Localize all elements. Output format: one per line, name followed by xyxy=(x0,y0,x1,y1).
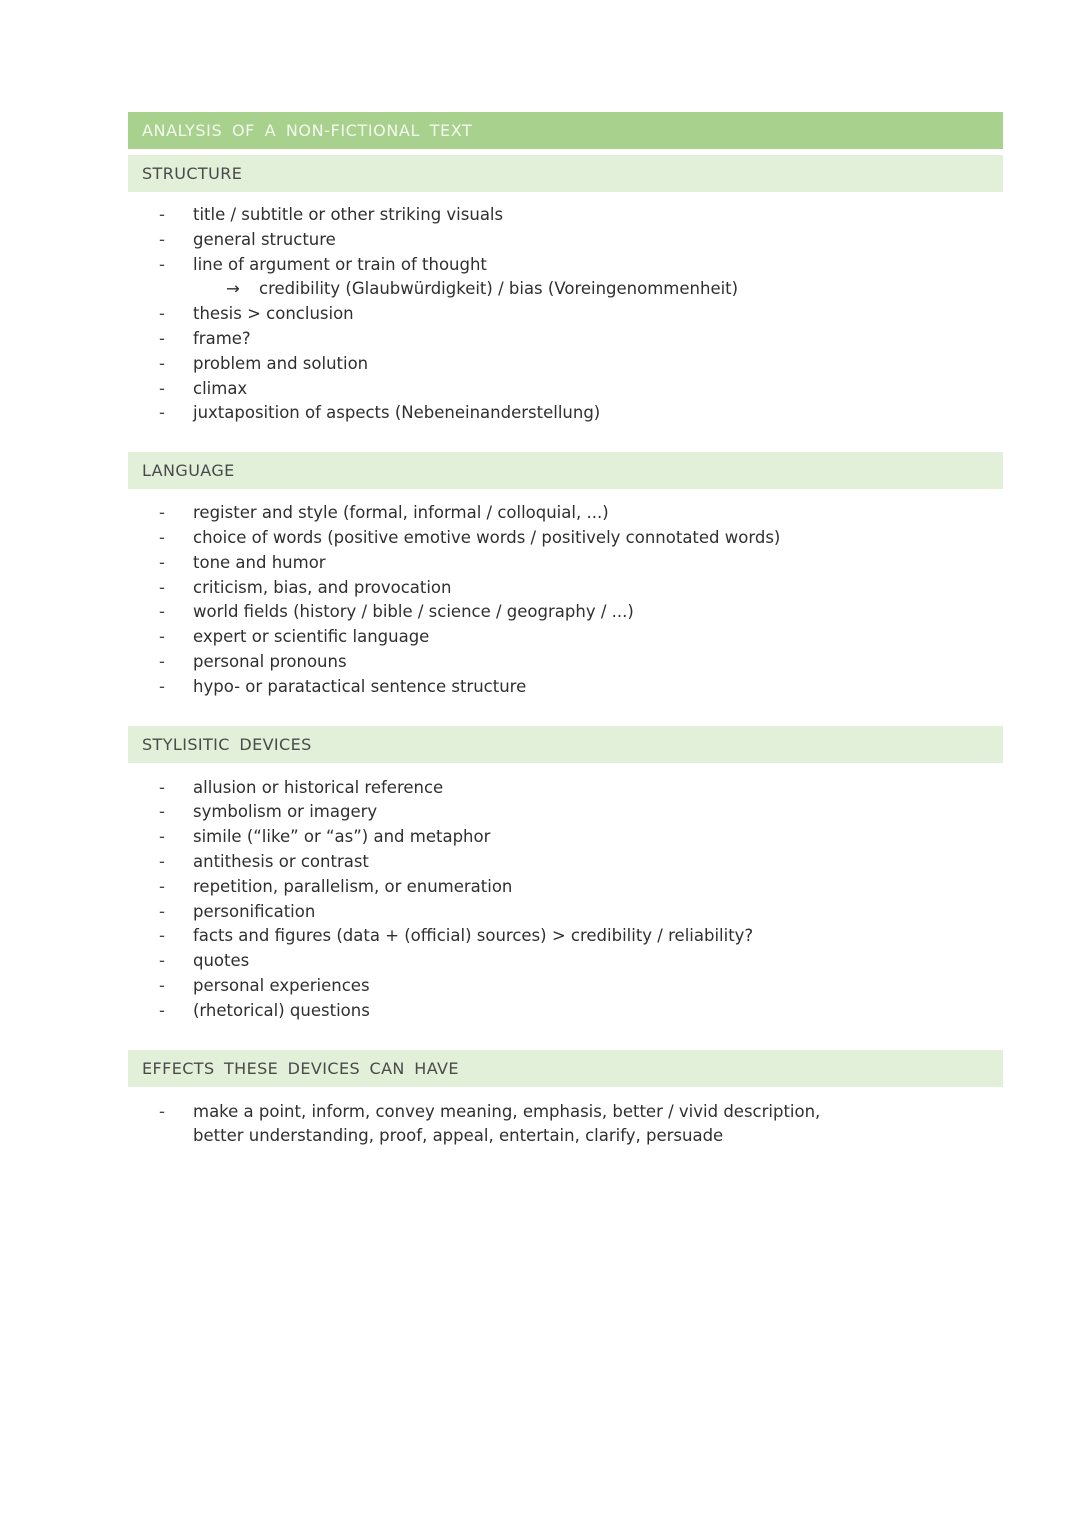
section-heading-effects: EFFECTS THESE DEVICES CAN HAVE xyxy=(128,1050,1003,1087)
effects-list xyxy=(128,1100,1003,1150)
bullet-dash: - xyxy=(159,851,165,871)
list-item: - facts and figures (data + (official) sources) > credibility / reliability? xyxy=(128,924,1003,949)
bullet-dash: - xyxy=(159,205,165,224)
stylistic-devices-list xyxy=(128,776,1003,1024)
bullet-dash: - xyxy=(159,527,165,547)
language-list xyxy=(128,501,1003,699)
list-item: - simile (“like” or “as”) and metaphor xyxy=(128,825,1003,850)
bullet-dash: - xyxy=(159,627,165,647)
section-heading-stylistic-devices: STYLISITIC DEVICES xyxy=(128,726,1003,763)
list-item: - frame? xyxy=(128,327,1003,352)
list-item: - personal experiences xyxy=(128,974,1003,999)
list-item: - choice of words (positive emotive words / positively connotated words) xyxy=(128,526,1003,551)
bullet-dash: - xyxy=(159,926,165,946)
list-item: - personal pronouns xyxy=(128,650,1003,675)
bullet-dash: - xyxy=(159,403,165,423)
list-item: - allusion or historical reference xyxy=(128,776,1003,801)
list-item: - world fields (history / bible / science / geography / ...) xyxy=(128,600,1003,625)
bullet-dash: - xyxy=(159,1101,165,1121)
bullet-dash: - xyxy=(159,378,165,398)
list-item: - repetition, parallelism, or enumeration xyxy=(128,875,1003,900)
list-item: - personification xyxy=(128,900,1003,925)
list-item: - make a point, inform, convey meaning, emphasis, better / vivid description, better understanding, proof, appeal, entertain, clarify, persuade xyxy=(159,1101,821,1146)
list-item: - thesis > conclusion xyxy=(128,302,1003,327)
document-page xyxy=(128,112,1003,1149)
structure-list xyxy=(128,203,1003,426)
arrow-right-icon: → xyxy=(226,279,240,299)
list-item: - general structure xyxy=(128,228,1003,253)
bullet-dash: - xyxy=(159,353,165,373)
list-item: - quotes xyxy=(128,949,1003,974)
bullet-dash: - xyxy=(159,503,165,523)
list-item: - register and style (formal, informal / colloquial, ...) xyxy=(128,501,1003,526)
list-item: - tone and humor xyxy=(128,551,1003,576)
list-item: - hypo- or paratactical sentence structure xyxy=(128,675,1003,700)
list-item: - line of argument or train of thought xyxy=(128,253,1003,278)
bullet-dash: - xyxy=(159,602,165,622)
bullet-dash: - xyxy=(159,827,165,847)
bullet-dash: - xyxy=(159,577,165,597)
bullet-dash: - xyxy=(159,951,165,971)
list-item: - expert or scientific language xyxy=(128,625,1003,650)
list-item: - criticism, bias, and provocation xyxy=(128,576,1003,601)
bullet-dash: - xyxy=(159,676,165,696)
bullet-dash: - xyxy=(159,254,165,274)
bullet-dash: - xyxy=(159,777,165,797)
bullet-dash: - xyxy=(159,552,165,572)
list-item: - antithesis or contrast xyxy=(128,850,1003,875)
section-heading-structure: STRUCTURE xyxy=(128,155,1003,192)
bullet-dash: - xyxy=(159,876,165,896)
document-title: ANALYSIS OF A NON-FICTIONAL TEXT xyxy=(128,112,1003,149)
list-item: - symbolism or imagery xyxy=(128,800,1003,825)
bullet-dash: - xyxy=(159,802,165,822)
sub-list-item: → credibility (Glaubwürdigkeit) / bias (Voreingenommenheit) xyxy=(128,277,1003,302)
list-item: - problem and solution xyxy=(128,352,1003,377)
bullet-dash: - xyxy=(159,975,165,995)
list-item: - (rhetorical) questions xyxy=(128,999,1003,1024)
bullet-dash: - xyxy=(159,304,165,324)
bullet-dash: - xyxy=(159,651,165,671)
section-heading-language: LANGUAGE xyxy=(128,452,1003,489)
bullet-dash: - xyxy=(159,901,165,921)
bullet-dash: - xyxy=(159,1000,165,1020)
list-item: - climax xyxy=(128,377,1003,402)
list-item: - title / subtitle or other striking visuals xyxy=(128,203,1003,228)
list-item: - juxtaposition of aspects (Nebeneinanderstellung) xyxy=(128,401,1003,426)
bullet-dash: - xyxy=(159,328,165,348)
bullet-dash: - xyxy=(159,229,165,249)
